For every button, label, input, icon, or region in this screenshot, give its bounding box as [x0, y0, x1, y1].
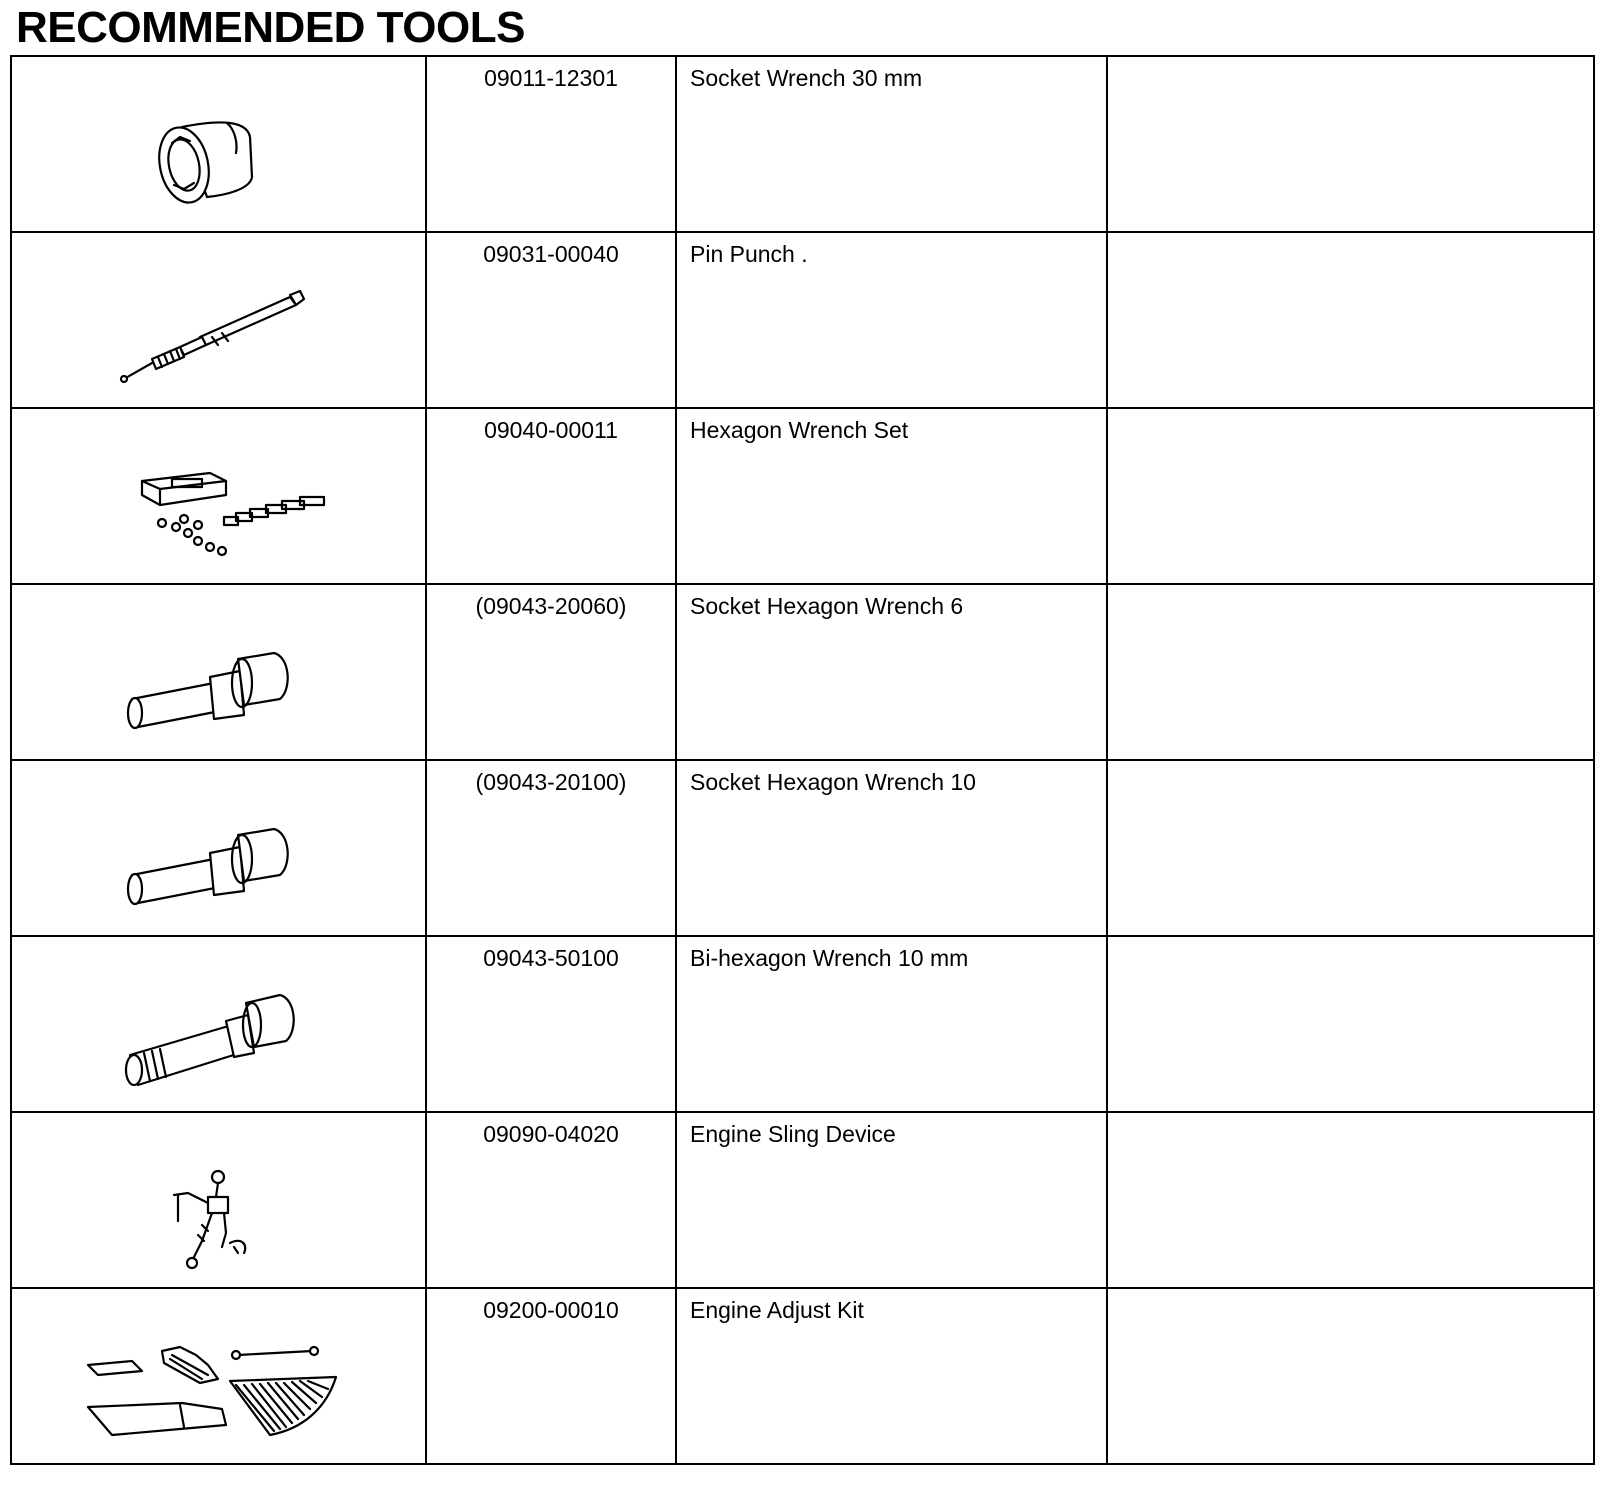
tool-name: Socket Hexagon Wrench 10 [676, 760, 1107, 936]
part-number: 09040-00011 [426, 408, 676, 584]
table-row [11, 56, 1594, 232]
part-number: (09043-20100) [426, 760, 676, 936]
note-cell [1107, 760, 1594, 936]
part-number: 09031-00040 [426, 232, 676, 408]
tool-illustration-cell [11, 408, 426, 584]
socket-wrench-icon [12, 57, 423, 233]
table-row [11, 1112, 1594, 1288]
tool-illustration-cell [11, 584, 426, 760]
table-row [11, 1288, 1594, 1464]
part-number: 09043-50100 [426, 936, 676, 1112]
pin-punch-icon [12, 233, 423, 409]
socket-hexagon-wrench-icon [12, 761, 423, 937]
tool-name: Bi-hexagon Wrench 10 mm [676, 936, 1107, 1112]
note-cell [1107, 232, 1594, 408]
hexagon-wrench-set-icon [12, 409, 423, 585]
tool-illustration-cell [11, 1288, 426, 1464]
engine-adjust-kit-icon [12, 1289, 423, 1465]
part-number: 09011-12301 [426, 56, 676, 232]
tool-name: Engine Sling Device [676, 1112, 1107, 1288]
part-number: 09200-00010 [426, 1288, 676, 1464]
tool-name: Socket Wrench 30 mm [676, 56, 1107, 232]
part-number: 09090-04020 [426, 1112, 676, 1288]
engine-sling-device-icon [12, 1113, 423, 1289]
tool-illustration-cell [11, 936, 426, 1112]
part-number: (09043-20060) [426, 584, 676, 760]
table-row [11, 936, 1594, 1112]
note-cell [1107, 1288, 1594, 1464]
tool-illustration-cell [11, 1112, 426, 1288]
tool-name: Pin Punch . [676, 232, 1107, 408]
note-cell [1107, 56, 1594, 232]
tool-illustration-cell [11, 56, 426, 232]
table-row [11, 760, 1594, 936]
page-title: RECOMMENDED TOOLS [16, 3, 525, 52]
recommended-tools-table [10, 55, 1595, 1465]
tool-illustration-cell [11, 232, 426, 408]
tool-name: Engine Adjust Kit [676, 1288, 1107, 1464]
socket-hexagon-wrench-icon [12, 585, 423, 761]
note-cell [1107, 408, 1594, 584]
tool-name: Hexagon Wrench Set [676, 408, 1107, 584]
tool-name: Socket Hexagon Wrench 6 [676, 584, 1107, 760]
table-row [11, 408, 1594, 584]
note-cell [1107, 936, 1594, 1112]
note-cell [1107, 584, 1594, 760]
bi-hexagon-wrench-icon [12, 937, 423, 1113]
table-row [11, 584, 1594, 760]
note-cell [1107, 1112, 1594, 1288]
tool-illustration-cell [11, 760, 426, 936]
table-row [11, 232, 1594, 408]
